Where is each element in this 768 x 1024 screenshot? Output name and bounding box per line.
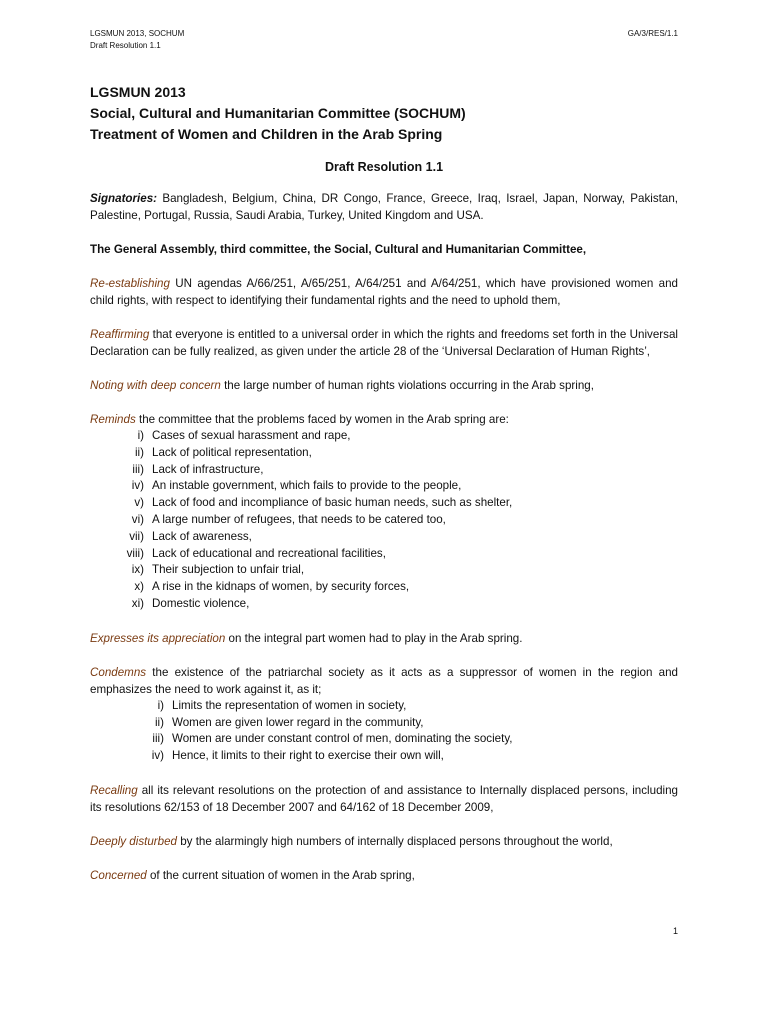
clause-reminds	[90, 411, 678, 428]
list-item	[90, 715, 678, 732]
list-item-text: An instable government, which fails to provide to the people,	[152, 479, 462, 493]
clause-text: that everyone is entitled to a universal order in which the rights and freedoms set forth in the Universal Declaration can be fully realized, as given under the article 28 of the ‘Universal Declaration of Human Rights’,	[90, 328, 678, 358]
assembly-heading: The General Assembly, third committee, the Social, Cultural and Humanitarian Committee,	[90, 243, 587, 256]
list-item-text: Lack of awareness,	[152, 529, 252, 543]
list-item-number: i)	[137, 429, 144, 442]
list-item-number: ii)	[154, 715, 164, 729]
clause-expresses	[90, 630, 678, 647]
list-item-text: Lack of food and incompliance of basic human needs, such as shelter,	[152, 496, 513, 510]
list-item-number: iv)	[131, 479, 144, 493]
title-topic: Treatment of Women and Children in the Arab Spring	[90, 126, 443, 142]
clause-text: by the alarmingly high numbers of internally displaced persons throughout the world,	[177, 834, 613, 848]
clause-operative-phrase: Reminds	[90, 413, 136, 426]
running-header-left	[90, 28, 184, 52]
list-item	[90, 428, 678, 445]
list-item-number: iv)	[151, 749, 164, 763]
clause-concerned	[90, 867, 678, 884]
list-item-number: vii)	[129, 529, 144, 543]
signatories-list: Bangladesh, Belgium, China, DR Congo, France, Greece, Iraq, Israel, Japan, Norway, Pakistan, Palestine, Portugal, Russia, Saudi Arabia, Turkey, United Kingdom and USA.	[90, 192, 678, 222]
clause-operative-phrase: Noting with deep concern	[90, 379, 221, 392]
clause-reaffirming	[90, 326, 678, 360]
header-conference: LGSMUN 2013, SOCHUM	[90, 29, 185, 38]
title-conference: LGSMUN 2013	[90, 84, 186, 100]
list-item-number: v)	[134, 496, 144, 510]
list-item	[90, 512, 678, 529]
list-item-text: Hence, it limits to their right to exercise their own will,	[172, 749, 444, 763]
clause-noting	[90, 377, 678, 394]
clause-recalling	[90, 782, 678, 816]
list-item	[90, 562, 678, 579]
clause-text: the existence of the patriarchal society as it acts as a suppressor of women in the region and emphasizes the need to work against it, as it;	[90, 665, 678, 696]
signatories-paragraph	[90, 190, 678, 224]
title-block	[90, 82, 466, 145]
list-item-number: ix)	[131, 563, 144, 577]
list-item	[90, 445, 678, 462]
list-item-number: iii)	[132, 462, 144, 476]
clause-text: the large number of human rights violations occurring in the Arab spring,	[220, 379, 594, 392]
list-item-text: A rise in the kidnaps of women, by security forces,	[152, 580, 410, 594]
clause-operative-phrase: Expresses its appreciation	[90, 631, 226, 645]
running-header-right: GA/3/RES/1.1	[627, 29, 678, 38]
list-item-text: Their subjection to unfair trial,	[152, 563, 305, 577]
list-item	[90, 748, 678, 765]
list-item-text: Domestic violence,	[152, 596, 250, 610]
list-item-text: Women are under constant control of men, dominating the society,	[172, 732, 513, 746]
clause-text: on the integral part women had to play in the Arab spring.	[225, 631, 523, 645]
clause-operative-phrase: Deeply disturbed	[90, 834, 178, 848]
list-item	[90, 529, 678, 546]
draft-resolution-title: Draft Resolution 1.1	[324, 160, 444, 174]
list-item-number: i)	[157, 698, 164, 712]
title-committee: Social, Cultural and Humanitarian Committee (SOCHUM)	[90, 105, 466, 121]
list-item-text: A large number of refugees, that needs to be catered too,	[152, 512, 446, 526]
clause-text: UN agendas A/66/251, A/65/251, A/64/251 and A/64/251, which have provisioned women and child rights, with respect to identifying their fundamental rights and the need to uphold them,	[90, 277, 678, 307]
clause-condemns	[90, 664, 678, 698]
list-item-number: vi)	[131, 512, 144, 526]
clause-deeply-disturbed	[90, 833, 678, 850]
signatories-label: Signatories:	[90, 192, 157, 205]
clause-operative-phrase: Re-establishing	[90, 277, 170, 290]
clause-reestablishing	[90, 275, 678, 309]
clause-text: all its relevant resolutions on the protection of and assistance to Internally displaced persons, including its resolutions 62/153 of 18 December 2007 and 64/162 of 18 December 2009,	[90, 783, 678, 814]
list-item-number: viii)	[126, 546, 144, 560]
list-item-text: Cases of sexual harassment and rape,	[152, 429, 351, 442]
resolution-body	[90, 190, 678, 901]
list-item	[90, 698, 678, 715]
clause-operative-phrase: Concerned	[90, 868, 147, 882]
list-item-number: x)	[134, 580, 144, 594]
list-item	[90, 546, 678, 563]
clause-text: of the current situation of women in the Arab spring,	[146, 868, 415, 882]
header-document: Draft Resolution 1.1	[90, 41, 161, 50]
list-item-text: Lack of infrastructure,	[152, 462, 264, 476]
list-item	[90, 462, 678, 479]
list-item-number: xi)	[131, 596, 144, 610]
list-item-text: Women are given lower regard in the community,	[172, 715, 424, 729]
clause-text: the committee that the problems faced by women in the Arab spring are:	[135, 413, 509, 426]
page-number: 1	[672, 926, 678, 936]
list-item-number: iii)	[152, 732, 164, 746]
condemns-sublist	[90, 698, 678, 765]
list-item-text: Lack of educational and recreational facilities,	[152, 546, 386, 560]
clause-operative-phrase: Recalling	[90, 783, 138, 797]
clause-operative-phrase: Reaffirming	[90, 328, 150, 341]
list-item	[90, 579, 678, 596]
list-item	[90, 596, 678, 613]
list-item-text: Lack of political representation,	[152, 445, 312, 459]
reminds-sublist	[90, 428, 678, 613]
list-item	[90, 478, 678, 495]
list-item-text: Limits the representation of women in society,	[172, 698, 407, 712]
list-item-number: ii)	[134, 445, 144, 459]
clause-operative-phrase: Condemns	[90, 665, 147, 679]
list-item	[90, 731, 678, 748]
list-item	[90, 495, 678, 512]
